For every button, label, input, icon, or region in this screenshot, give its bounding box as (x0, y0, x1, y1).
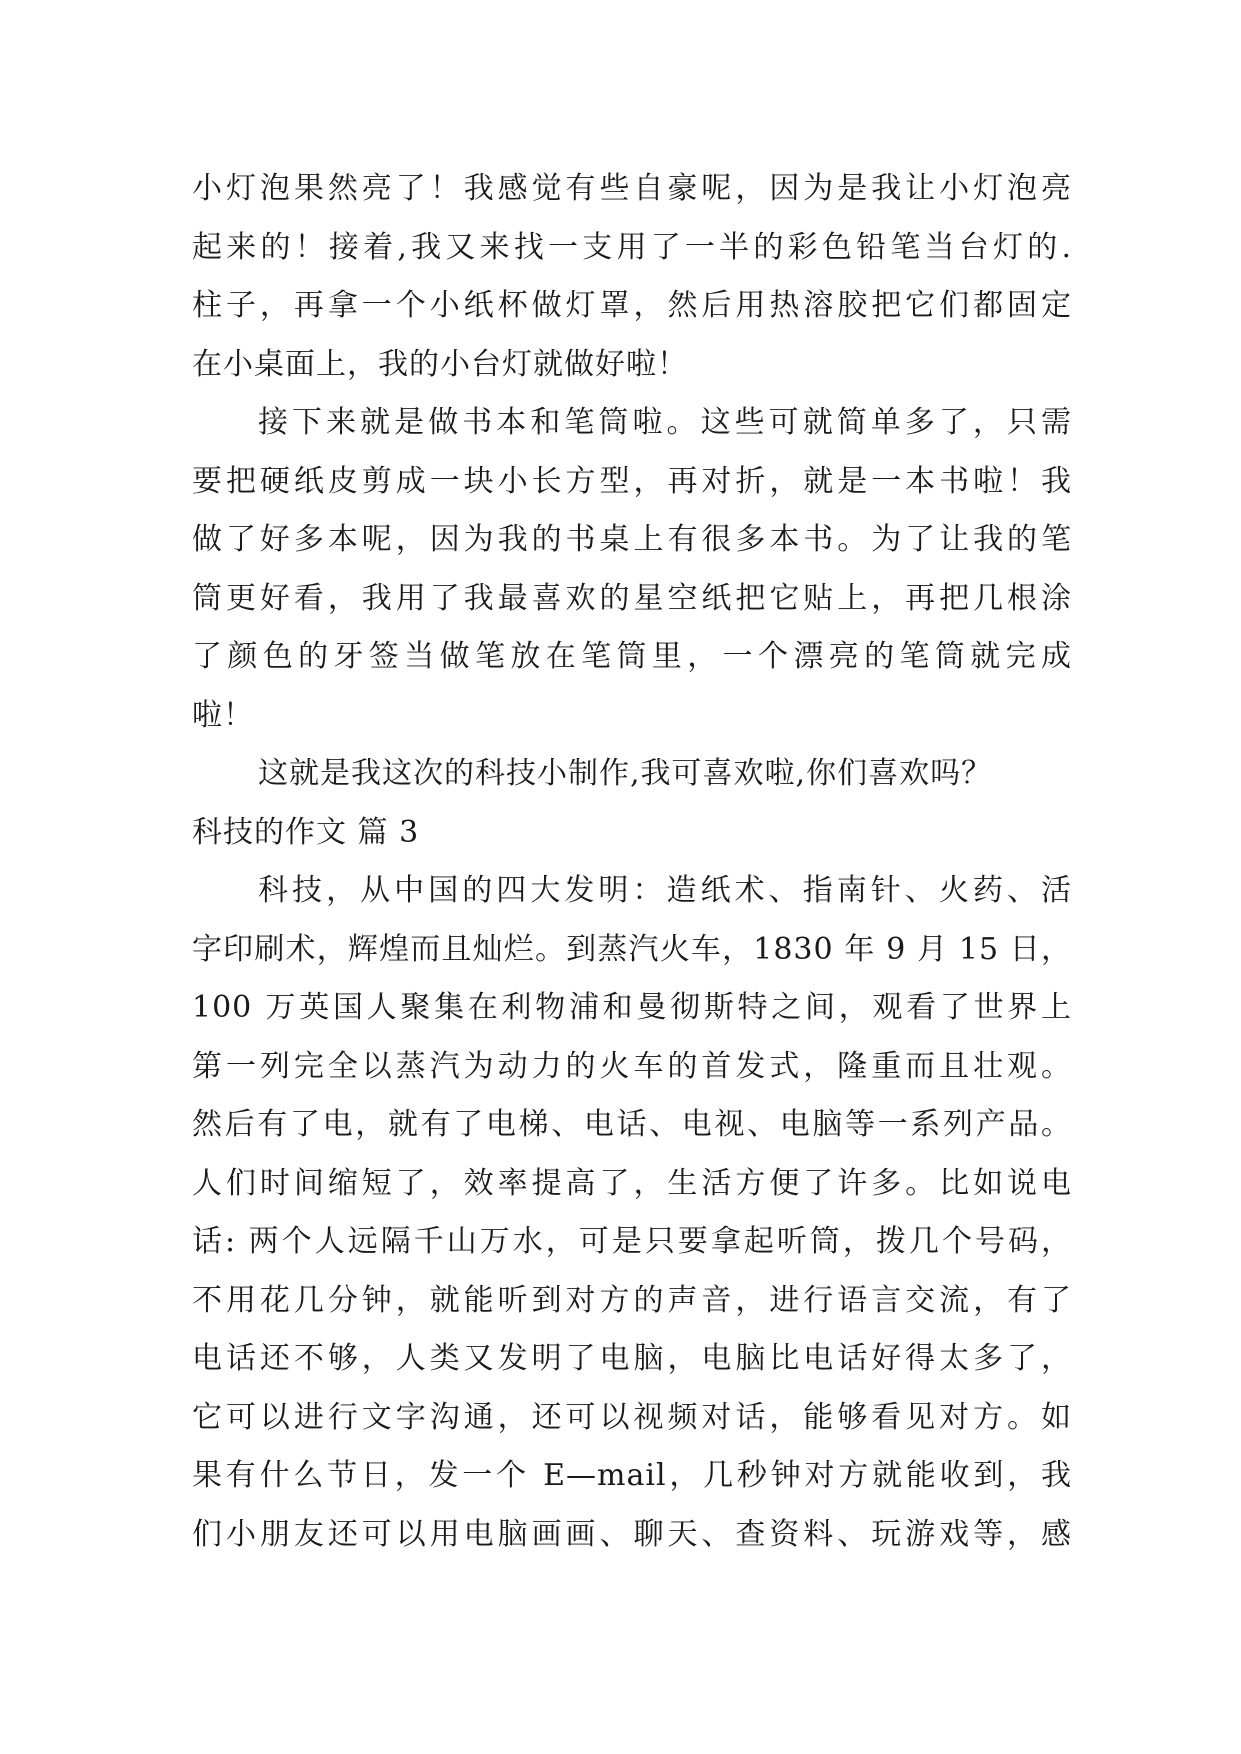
text-line: 它可以进行文字沟通，还可以视频对话，能够看见对方。如 (192, 1399, 1072, 1435)
text-line: 做了好多本呢，因为我的书桌上有很多本书。为了让我的笔 (192, 522, 1072, 557)
document-body (192, 160, 1072, 1564)
text-line: 然后有了电，就有了电梯、电话、电视、电脑等一系列产品。 (192, 1107, 1072, 1142)
text-line: 人们时间缩短了，效率提高了，生活方便了许多。比如说电 (192, 1165, 1072, 1201)
text-line: 话: 两个人远隔千山万水，可是只要拿起听筒，拨几个号码， (192, 1224, 1072, 1259)
text-line: 们小朋友还可以用电脑画画、聊天、查资料、玩游戏等，感 (192, 1516, 1072, 1552)
text-line: 要把硬纸皮剪成一块小长方型，再对折，就是一本书啦！我 (192, 463, 1072, 499)
text-line: 这就是我这次的科技小制作,我可喜欢啦,你们喜欢吗？ (258, 756, 993, 791)
text-line: 起来的！接着,我又来找一支用了一半的彩色铅笔当台灯的. (192, 229, 1072, 265)
text-line: 科技的作文 篇 3 (192, 814, 420, 850)
text-line: 科技，从中国的四大发明：造纸术、指南针、火药、活 (258, 873, 1072, 908)
text-line: 果有什么节日，发一个 E—mail，几秒钟对方就能收到，我 (192, 1458, 1072, 1493)
text-line: 了颜色的牙签当做笔放在笔筒里，一个漂亮的笔筒就完成 (192, 639, 1072, 674)
text-line: 100 万英国人聚集在利物浦和曼彻斯特之间，观看了世界上 (192, 990, 1072, 1025)
text-line: 字印刷术，辉煌而且灿烂。到蒸汽火车，1830 年 9 月 15 日， (192, 931, 1072, 967)
text-line: 不用花几分钟，就能听到对方的声音，进行语言交流，有了 (192, 1282, 1072, 1318)
text-line: 柱子，再拿一个小纸杯做灯罩，然后用热溶胶把它们都固定 (192, 288, 1072, 323)
text-line: 接下来就是做书本和笔筒啦。这些可就简单多了，只需 (258, 405, 1072, 440)
text-line: 在小桌面上，我的小台灯就做好啦！ (192, 346, 688, 382)
text-line: 筒更好看，我用了我最喜欢的星空纸把它贴上，再把几根涂 (192, 580, 1072, 616)
text-line: 啦！ (192, 697, 254, 733)
text-line: 电话还不够，人类又发明了电脑，电脑比电话好得太多了， (192, 1341, 1072, 1376)
text-line: 小灯泡果然亮了！我感觉有些自豪呢，因为是我让小灯泡亮 (192, 171, 1072, 206)
text-line: 第一列完全以蒸汽为动力的火车的首发式，隆重而且壮观。 (192, 1048, 1072, 1084)
